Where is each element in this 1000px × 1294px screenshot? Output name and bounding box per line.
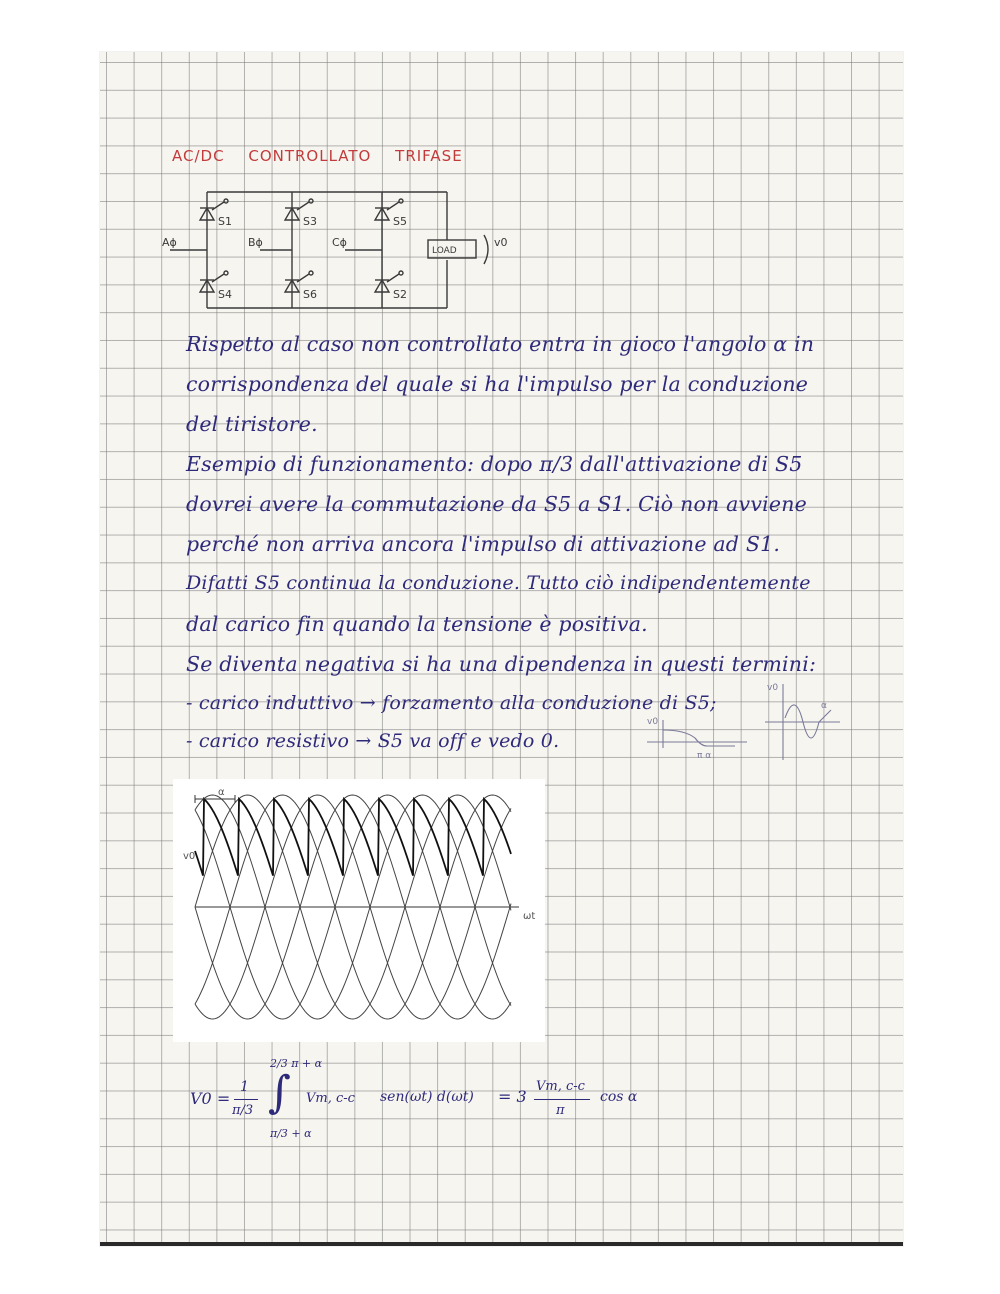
label-s1: S1 [218, 215, 232, 228]
label-s3: S3 [303, 215, 317, 228]
mini-ylabel: v0 [647, 717, 659, 727]
thyristor-bridge-diagram [162, 180, 508, 320]
label-phase-b: Bϕ [248, 236, 263, 249]
text-line-10: - carico induttivo → forzamento alla conduzione di S5; [186, 692, 717, 714]
text-line-9: Se diventa negativa si ha una dipendenza in questi termini: [186, 652, 817, 676]
title-part-controllato: CONTROLLATO [248, 147, 372, 165]
formula-lhs: V0 = [190, 1089, 231, 1108]
formula-frac-num: 1 [240, 1079, 249, 1095]
text-line-6: perché non arriva ancora l'impulso di attivazione ad S1. [186, 532, 781, 556]
formula-result-den: π [556, 1103, 565, 1118]
formula-equals: = 3 [498, 1087, 527, 1106]
text-line-1: Rispetto al caso non controllato entra in gioco l'angolo α in [186, 332, 815, 356]
text-line-3: del tiristore. [186, 412, 318, 436]
label-phase-a: Aϕ [162, 236, 177, 249]
formula-integrand: Vm, c-c [306, 1091, 355, 1106]
label-s4: S4 [218, 288, 232, 301]
margin-sketch [635, 680, 845, 770]
text-line-5: dovrei avere la commutazione da S5 a S1. Ciò non avviene [186, 492, 807, 516]
label-vo: v0 [494, 236, 508, 249]
alpha-label: α [218, 787, 225, 798]
text-line-2: corrispondenza del quale si ha l'impulso per la conduzione [186, 372, 809, 396]
label-s6: S6 [303, 288, 317, 301]
waveform-plot [173, 779, 545, 1042]
formula-result-num: Vm, c-c [536, 1079, 585, 1094]
formula-sin: sen(ωt) d(ωt) [380, 1089, 474, 1105]
label-s5: S5 [393, 215, 407, 228]
formula-upper-limit: 2/3 π + α [270, 1057, 323, 1070]
graph-xlabel: ωt [523, 911, 536, 922]
formula-frac-bar [234, 1099, 258, 1100]
text-line-4: Esempio di funzionamento: dopo π/3 dall'attivazione di S5 [186, 452, 803, 476]
mini-label-2: v0 [767, 683, 779, 693]
title-part-trifase: TRIFASE [395, 147, 463, 165]
text-line-8: dal carico fin quando la tensione è positiva. [186, 612, 648, 636]
text-line-7: Difatti S5 continua la conduzione. Tutto ciò indipendentemente [186, 572, 811, 594]
label-s2: S2 [393, 288, 407, 301]
formula-result-bar [534, 1099, 590, 1100]
title-part-acdc: AC/DC [172, 147, 225, 165]
formula-frac-den: π/3 [232, 1103, 254, 1118]
page-title [172, 147, 481, 165]
integral-sign: ∫ [268, 1067, 291, 1118]
waveform-figure [173, 779, 545, 1042]
text-line-11: - carico resistivo → S5 va off e vedo 0. [186, 730, 560, 752]
mini-xlabel: π α [697, 751, 712, 761]
formula-lower-limit: π/3 + α [270, 1127, 312, 1140]
graph-ylabel: v0 [183, 851, 196, 862]
label-phase-c: Cϕ [332, 236, 347, 249]
formula-cos: cos α [600, 1089, 638, 1105]
mini-label-3: α [821, 701, 827, 711]
label-load: LOAD [432, 246, 457, 256]
notebook-page [100, 52, 903, 1246]
